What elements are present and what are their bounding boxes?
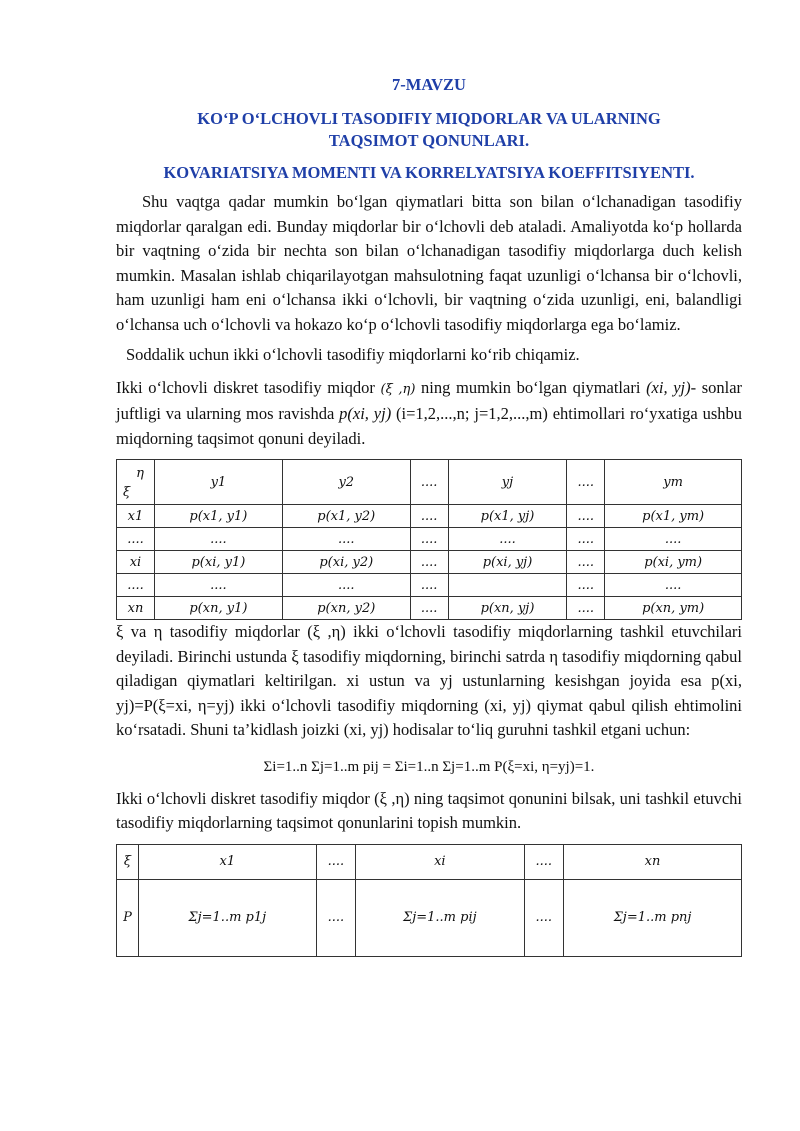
probability-cell: .... [410,551,448,574]
title-line-3: KOVARIATSIYA MOMENTI VA KORRELYATSIYA KOEFFITSIYENTI. [163,163,695,182]
marginal-cell: xn [564,844,742,879]
marginal-cell: Σj=1..m pnj [564,879,742,956]
probability-cell: .... [154,574,282,597]
probability-cell: .... [282,528,410,551]
probability-cell: .... [567,551,605,574]
joint-header-cell: ym [605,460,742,505]
row-label-cell: x1 [117,505,155,528]
probability-cell: p(xi, ym) [605,551,742,574]
definition-text-d: ehtimollari ro‘yxatiga ushbu miqdorning taqsimot qonuni deyiladi. [116,404,743,448]
marginal-table-row [117,844,742,879]
pair-values: (xi, yj) [646,377,691,397]
probability-cell: .... [410,597,448,620]
eta-label: η [136,466,144,481]
probability-cell: p(xn, yj) [448,597,567,620]
probability-symbol: p(xi, yj) [339,404,392,423]
probability-cell: .... [448,528,567,551]
probability-cell: p(xn, y1) [154,597,282,620]
marginal-distribution-table [116,844,742,957]
probability-cell: .... [605,574,742,597]
joint-table-row [117,528,742,551]
pair-symbol: (ξ ,η) [380,381,416,397]
joint-distribution-table [116,459,742,620]
joint-header-cell: y2 [282,460,410,505]
probability-cell: p(x1, yj) [448,505,567,528]
joint-header-cell: .... [410,460,448,505]
topic-heading: 7-MAVZU [392,75,466,94]
index-range: (i=1,2,...,n; j=1,2,...,m) [396,404,548,423]
probability-cell [448,574,567,597]
probability-cell: .... [410,574,448,597]
probability-cell: .... [154,528,282,551]
joint-header-cell: .... [567,460,605,505]
row-label-cell: .... [117,528,155,551]
probability-cell: p(xi, y2) [282,551,410,574]
definition-text-a: Ikki o‘lchovli diskret tasodifiy miqdor [116,377,375,397]
joint-table-row [117,597,742,620]
probability-cell: p(x1, ym) [605,505,742,528]
components-paragraph: ξ va η tasodifiy miqdorlar (ξ ,η) ikki o‘lchovli tasodifiy miqdorlarning tashkil etuvchilari deyiladi. Birinchi ustunda ξ tasodifiy miqdorning, birinchi satrda η tasodifiy miqdorning qabul qiladigan qiymatlari keltirilgan. xi ustun va yj ustunlarning kesishgan joyida esa p(xi, yj)=P(ξ=xi, η=yj) ikki o‘lchovli tasodifiy miqdorning (xi, yj) qiymat qabul qilish ehtimolini ko‘rsatadi. Shuni ta’kidlash joizki (xi, yj) hodisalar to‘liq guruhni tashkil etgani uchun: [116,622,742,739]
normalization-formula: Σi=1..n Σj=1..m pij = Σi=1..n Σj=1..m P(ξ=xi, η=yj)=1. [263,758,595,775]
probability-cell: .... [410,505,448,528]
probability-cell: .... [282,574,410,597]
marginal-table-row [117,879,742,956]
title-line-2: TAQSIMOT QONUNLARI. [328,131,530,150]
definition-paragraph [116,376,742,452]
probability-cell: p(xn, ym) [605,597,742,620]
marginal-cell: .... [316,879,356,956]
probability-cell: .... [567,505,605,528]
probability-cell: .... [567,574,605,597]
row-label-cell: xn [117,597,155,620]
probability-cell: .... [567,528,605,551]
probability-cell: p(x1, y1) [154,505,282,528]
marginal-cell: .... [524,879,564,956]
table-corner-cell [117,460,155,505]
probability-cell: .... [567,597,605,620]
definition-text-b: ning mumkin bo‘lgan qiymatlari [421,377,641,397]
row-label-cell: .... [117,574,155,597]
joint-header-cell: yj [448,460,567,505]
probability-cell: p(xn, y2) [282,597,410,620]
joint-table-row [117,574,742,597]
marginal-cell: .... [316,844,356,879]
marginal-cell: .... [524,844,564,879]
simplicity-paragraph: Soddalik uchun ikki o‘lchovli tasodifiy miqdorlarni ko‘rib chiqamiz. [126,345,580,364]
intro-paragraph: Shu vaqtga qadar mumkin bo‘lgan qiymatlari bitta son bilan o‘lchanadigan tasodifiy miqdorlar qaralgan edi. Bunday miqdorlar bir o‘lchovli deb ataladi. Amaliyotda ko‘p hollarda bir vaqtning o‘zida bir nechta son bilan o‘lchanadigan tasodifiy miqdorlarga duch kelish mumkin. Masalan ishlab chiqarilayotgan mahsulotning faqat uzunligi o‘lchansa bir o‘lchovli, ham uzunligi ham eni o‘lchansa ikki o‘lchovli, bir vaqtning o‘zida uzunligi, eni, balandligi o‘lchansa uch o‘lchovli va hokazo ko‘p o‘lchovli tasodifiy miqdorlarga ega bo‘lamiz. [116,192,742,334]
joint-table-row [117,551,742,574]
marginal-cell: Σj=1..m p1j [138,879,316,956]
joint-header-cell: y1 [154,460,282,505]
xi-label: ξ [123,485,131,500]
marginal-cell: ξ [117,844,139,879]
marginal-cell: x1 [138,844,316,879]
probability-cell: p(x1, y2) [282,505,410,528]
row-label-cell: xi [117,551,155,574]
probability-cell: .... [605,528,742,551]
definition-text-c: - sonlar juftligi va ularning mos ravishda [116,377,743,423]
joint-table-row [117,505,742,528]
marginal-cell: Σj=1..m pij [356,879,524,956]
document-page [116,72,742,957]
marginal-cell: P [117,879,139,956]
joint-table-header-row [117,460,742,505]
probability-cell: .... [410,528,448,551]
probability-cell: p(xi, yj) [448,551,567,574]
probability-cell: p(xi, y1) [154,551,282,574]
marginal-paragraph: Ikki o‘lchovli diskret tasodifiy miqdor (ξ ,η) ning taqsimot qonunini bilsak, uni tashkil etuvchi tasodifiy miqdorlarning taqsimot qonunlarini topish mumkin. [116,788,742,832]
marginal-cell: xi [356,844,524,879]
title-line-1: KO‘P O‘LCHOVLI TASODIFIY MIQDORLAR VA ULARNING [197,109,661,128]
